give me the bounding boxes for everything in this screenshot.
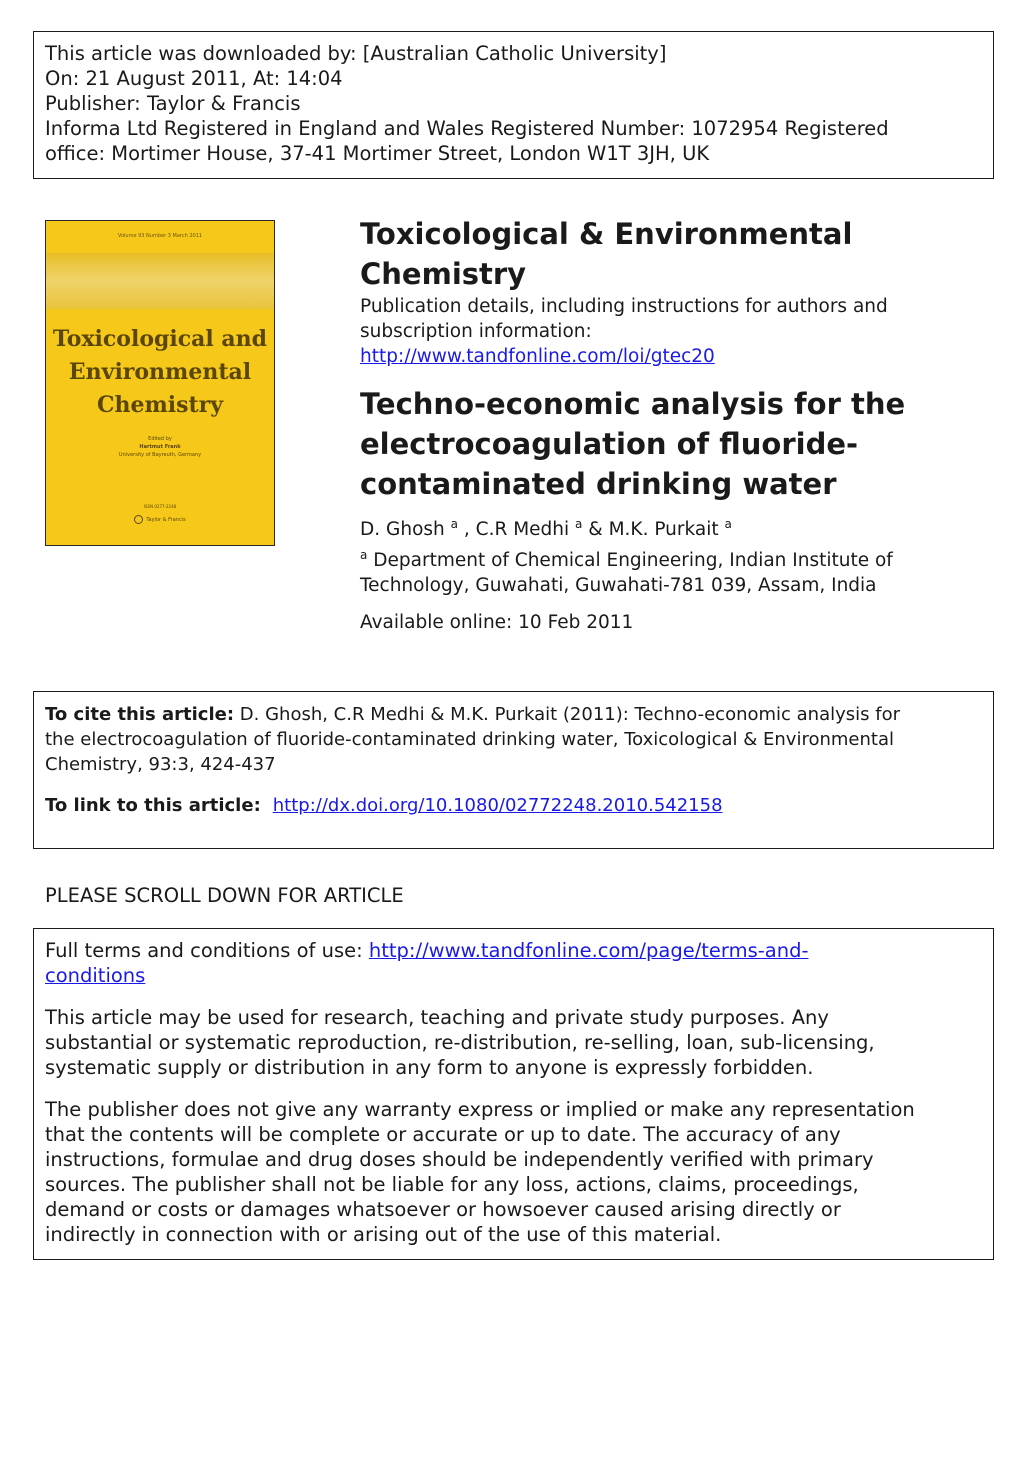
- downloaded-by-text: This article was downloaded by: [Australian Catholic University]: [45, 42, 667, 65]
- cover-publisher-mark: [46, 515, 274, 524]
- citation-line: D. Ghosh, C.R Medhi & M.K. Purkait (2011): Techno-economic analysis for: [234, 704, 901, 725]
- affiliation-line: Department of Chemical Engineering, Indian Institute of: [373, 550, 893, 571]
- disclaimer-line: that the contents will be complete or accurate or up to date. The accuracy of any: [45, 1123, 841, 1146]
- scroll-notice: PLEASE SCROLL DOWN FOR ARTICLE: [45, 884, 404, 907]
- disclaimer-line: The publisher does not give any warranty express or implied or make any representation: [45, 1098, 915, 1121]
- cover-title-line: Chemistry: [96, 392, 224, 418]
- disclaimer-line: indirectly in connection with or arising out of the use of this material.: [45, 1223, 722, 1246]
- citation-box: [33, 691, 994, 849]
- available-online-date: Available online: 10 Feb 2011: [360, 612, 634, 633]
- affiliation-line: Technology, Guwahati, Guwahati-781 039, Assam, India: [360, 575, 877, 596]
- cover-issue-line: Volume 93 Number 3 March 2011: [117, 233, 203, 239]
- affiliation: [360, 543, 980, 598]
- registration-text-2: office: Mortimer House, 37-41 Mortimer Street, London W1T 3JH, UK: [45, 142, 710, 165]
- cover-title-line: Environmental: [68, 359, 252, 385]
- citation-line: Chemistry, 93:3, 424-437: [45, 754, 276, 775]
- journal-title: [360, 214, 980, 294]
- author-name: C.R Medhi: [475, 519, 570, 540]
- article-title-line: contaminated drinking water: [360, 467, 837, 501]
- disclaimer-line: instructions, formulae and drug doses should be independently verified with primary: [45, 1148, 874, 1171]
- cover-banner: [46, 253, 274, 309]
- download-notice-box: [33, 31, 994, 179]
- article-title: [360, 384, 980, 504]
- usage-paragraph: [45, 1005, 982, 1080]
- author-list: [360, 510, 732, 544]
- terms-url-link-cont[interactable]: conditions: [45, 964, 146, 987]
- author-name: D. Ghosh: [360, 519, 445, 540]
- author-separator: &: [582, 519, 609, 540]
- journal-cover-image: [45, 220, 275, 546]
- cover-publisher-name: Taylor & Francis: [146, 517, 186, 523]
- usage-line: This article may be used for research, teaching and private study purposes. Any: [45, 1006, 829, 1029]
- affiliation-marker: a: [575, 517, 583, 531]
- link-label: To link to this article:: [45, 795, 261, 816]
- cover-title: [46, 323, 274, 422]
- cover-issn: ISSN 0277-2248: [143, 504, 177, 509]
- author-name: M.K. Purkait: [608, 519, 719, 540]
- publication-details-line: Publication details, including instructions for authors and: [360, 296, 888, 317]
- journal-url-link[interactable]: http://www.tandfonline.com/loi/gtec20: [360, 346, 715, 367]
- publication-details-line: subscription information:: [360, 321, 592, 342]
- article-title-line: Techno-economic analysis for the: [360, 387, 906, 421]
- download-date-text: On: 21 August 2011, At: 14:04: [45, 67, 343, 90]
- publisher-text: Publisher: Taylor & Francis: [45, 92, 301, 115]
- cover-edited-by: Edited by: [148, 436, 172, 442]
- cover-editor-affiliation: University of Bayreuth, Germany: [118, 452, 202, 458]
- disclaimer-line: demand or costs or damages whatsoever or howsoever caused arising directly or: [45, 1198, 841, 1221]
- terms-link-row: [45, 938, 982, 988]
- author-separator: ,: [458, 519, 476, 540]
- article-link-row: [45, 793, 982, 818]
- disclaimer-paragraph: [45, 1097, 982, 1247]
- publisher-logo-icon: [134, 515, 143, 524]
- terms-box: [33, 928, 994, 1260]
- usage-line: substantial or systematic reproduction, re-distribution, re-selling, loan, sub-licensing,: [45, 1031, 875, 1054]
- doi-link[interactable]: http://dx.doi.org/10.1080/02772248.2010.542158: [272, 795, 723, 816]
- terms-label: Full terms and conditions of use:: [45, 939, 369, 962]
- publication-details: [360, 294, 980, 369]
- article-title-line: electrocoagulation of fluoride-: [360, 427, 859, 461]
- cite-label: To cite this article:: [45, 704, 235, 725]
- journal-title-line: Toxicological & Environmental: [360, 217, 853, 251]
- cover-editor: [46, 435, 274, 459]
- registration-text-1: Informa Ltd Registered in England and Wales Registered Number: 1072954 Registered: [45, 117, 889, 140]
- affiliation-marker: a: [360, 548, 368, 562]
- cover-editor-name: Hartmut Frank: [139, 444, 181, 450]
- terms-url-link[interactable]: http://www.tandfonline.com/page/terms-and-: [368, 939, 809, 962]
- affiliation-marker: a: [450, 517, 458, 531]
- journal-title-line: Chemistry: [360, 257, 527, 291]
- affiliation-marker: a: [724, 517, 732, 531]
- disclaimer-line: sources. The publisher shall not be liable for any loss, actions, claims, proceedings,: [45, 1173, 859, 1196]
- cover-title-line: Toxicological and: [52, 326, 268, 352]
- usage-line: systematic supply or distribution in any form to anyone is expressly forbidden.: [45, 1056, 814, 1079]
- citation-line: the electrocoagulation of fluoride-contaminated drinking water, Toxicological & Environmental: [45, 729, 894, 750]
